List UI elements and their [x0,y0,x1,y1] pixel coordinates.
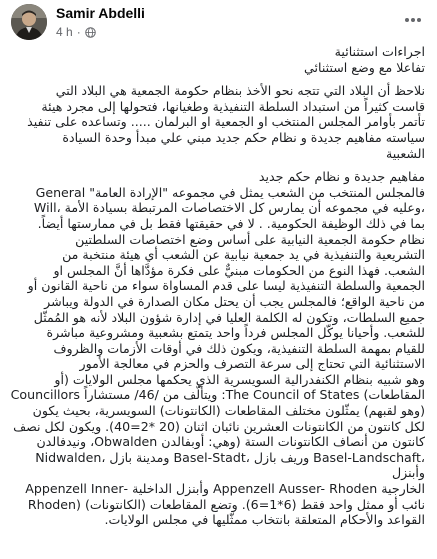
post-time[interactable]: 4 h [56,25,73,39]
post-subheading: مفاهيم جديدة و نظام حكم جديد [258,169,425,185]
avatar-image [11,4,47,40]
avatar[interactable] [11,4,47,40]
post-header [0,0,437,44]
spacer [10,161,425,169]
post-body [0,44,437,559]
post-paragraph-1: نلاحظ أن البلاد التي تتجه نحو الأخذ بنظام حكومة الجمعية هي البلاد التي قاست كثيراً من استبداد السلطة التنفيذية وطغيانها، فتحولها إلى مجرد هيئة تأتمر بأوامر المجلس المنتخب او الجمعية او البرلمان ..... وتساعده على تنفيذ سياسته مفاهيم جديدة و نظام حكم جديد مبني علي مبدأ وحدة السيادة الشعبية [27,83,425,161]
post-paragraph-2: فالمجلس المنتخب من الشعب يمثل في مجموعه "الإرادة العامة" General Will، وعليه في مجموعه أن يمارس كل الاختصاصات المرتبطة بسيادة الأمة، بما في ذلك الوظيفة الحكومية. . لا في حقيقتها فقط بل في ممارستها أيضاً. نظام حكومة الجمعية النيابية على أساس وضع اختصاصات السلطتين التشريعية والتنفيذية في يد جمعية نيابية عن الشعب أي هيئة منتخبة من الشعب. فهذا النوع من الحكومات مبنيٌّ على فكرة مؤدَّاها أنَّ المجلس او الجمعية والسلطة التنفيذية ليسا على قدم المساواة سواء من ناحية القانون أو من ناحية الواقع؛ فالمجلس يجب أن يحتل مكان الصدارة في الدولة ويباشر جميع السلطات، وتكون له الكلمة العليا في إدارة شؤون البلاد لأنه هو المُمثّل للشعب. وأحيانا يوكّل المجلس فرداً واحد يتمتع بشعبية ومشروعية مباشرة للقيام بمهمة السلطة التنفيذية، ويكون ذلك في أوقات الأزمات والظروف الاستثنائية التي تحتاج إلى سرعة التصرف والحزم في معالجة الأمور وهو شبيه بنظام الكنفدرالية السويسرية الذي يحكمها مجلس الولايات (أو المقاطعات) The Council of States: ويتألّف من /46/ مستشاراً Councillors (وهو لقبهم) يمثّلون مختلف المقاطعات (الكانتونات) السويسرية، بحيث يكون لكل كانتون من الكانتونات العشرين نائبان اثنان (20 *2=40). ويكون لكل نصف كانتون من أنصاف الكانتونات الستة (وهي: أوبفالدن Obwalden، ونيدفالدن Nidwalden، ومدينة بازل Basel-Stadt، وريف بازل Basel-Landschaft، وأبنزل الخارجية Appenzell Ausser- Rhoden وأبنزل الداخلية -Appenzell Inner Rhoden) نائب أو ممثل واحد فقط (6*1=6). وتضع المقاطعات (الكانتونات) القواعد والأحكام المتعلقة بانتخاب ممثّليها في مجلس الولايات. [10,184,425,528]
meta-separator: · [76,25,81,39]
author-name[interactable]: Samir Abdelli [56,5,145,21]
post-heading-1: اجراءات استثنائية [334,44,425,59]
more-horizontal-icon[interactable] [401,8,425,32]
post-meta [56,25,96,39]
globe-icon [85,27,96,38]
post-heading-2: تفاعلا مع وضع استثنائي [304,59,425,75]
spacer [10,75,425,83]
